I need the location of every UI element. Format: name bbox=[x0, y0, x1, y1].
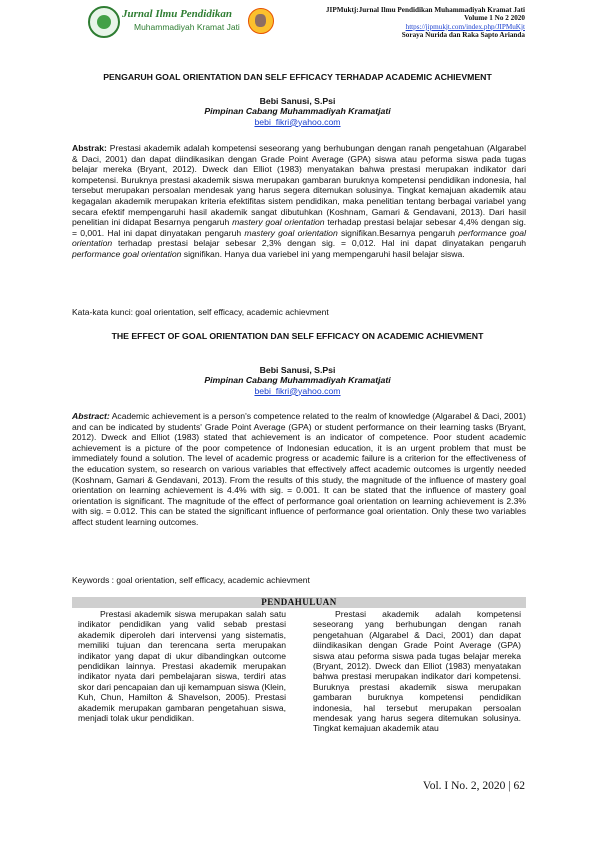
logo-figure-icon bbox=[248, 8, 274, 34]
keywords-en: Keywords : goal orientation, self efficacy, academic achievment bbox=[72, 575, 310, 585]
keywords-id: Kata-kata kunci: goal orientation, self efficacy, academic achievment bbox=[72, 307, 329, 317]
author-affiliation: Pimpinan Cabang Muhammadiyah Kramatjati bbox=[204, 375, 391, 386]
author-email-link[interactable]: bebi_fikri@yahoo.com bbox=[254, 385, 341, 396]
intro-column-right: Prestasi akademik adalah kompetensi seseorang yang berhubungan dengan ranah pengetahuan (Algarabel & Daci, 2001) dan dapat diindikasikan dengan Grade Point Average (GPA) siswa atau peforma siswa pada tugas belajar mereka (Bryant, 2012). Dweck dan Elliot (1983) menyatakan bahwa prestasi merupakan indikator dari kompetensi. Buruknya prestasi akademik siswa merupakan gambaran buruknya kompetensi pendidikan indonesia, hal tersebut merupakan persoalan mendesak yang harus segera ditemukan solusinya. Tingkat kemajuan akademik atau bbox=[313, 609, 521, 734]
abstract-term: mastery goal orientation bbox=[244, 227, 338, 238]
abstract-text: Prestasi akademik adalah kompetensi seseorang yang berhubungan dengan ranah pengetahuan (Algarabel & Daci, 2001) dan dapat diindikasikan dengan Grade Point Average (GPA) siswa atau peforma siswa pada tugas belajar mereka (Bryant, 2012). Dweck dan Elliot (1983) menyatakan bahwa prestasi merupakan indikator dari kompetensi. Buruknya prestasi akademik siswa merupakan gambaran buruknya kompetensi pendidikan indonesia, hal tersebut merupakan persoalan mendesak yang harus segera ditemukan solusinya. Tingkat kemajuan akademik atau kegagalan akademik merupakan kriteria efektifitas sistem pendidikan, maka penelitian tentang berbagai variabel yang secara efektif mempengaruhi hasil akademik sangat dibutuhkan (Koshnam, Gamari & Gendavani, 2013). Dari hasil penelitian ini didapat Besarnya pengaruh bbox=[72, 143, 526, 228]
abstract-text: signifikan. Hanya dua variebel ini yang mempengaruhi hasil belajar siswa. bbox=[181, 248, 465, 259]
abstract-term: performance goal orientation bbox=[72, 227, 526, 249]
abstract-label: Abstract: bbox=[72, 411, 110, 421]
author-block-en bbox=[70, 365, 525, 396]
author-email-link[interactable]: bebi_fikri@yahoo.com bbox=[254, 116, 341, 127]
section-heading: PENDAHULUAN bbox=[261, 597, 337, 607]
journal-url-link[interactable]: https://jipmukjt.com/index.php/JIPMuKjt bbox=[405, 22, 525, 31]
abstract-term: performance goal orientation bbox=[72, 248, 182, 259]
abstract-text: terhadap prestasi belajar sebesar 2,3% dengan sig. = 0,012. Hal ini dapat dinyatakan pengaruh bbox=[112, 238, 526, 249]
logo-emblem-icon bbox=[88, 6, 120, 38]
journal-logo bbox=[88, 6, 248, 36]
abstract-text: signifikan.Besarnya pengaruh bbox=[337, 227, 459, 238]
header-authors: Soraya Nurida dan Raka Sapto Arianda bbox=[401, 30, 525, 39]
abstract-term: mastery goal orientation bbox=[232, 217, 325, 228]
paper-title-en: THE EFFECT OF GOAL ORIENTATION DAN SELF EFFICACY ON ACADEMIC ACHIEVMENT bbox=[111, 331, 484, 341]
author-name: Bebi Sanusi, S.Psi bbox=[259, 96, 336, 106]
author-name: Bebi Sanusi, S.Psi bbox=[259, 365, 336, 375]
journal-name: JIPMuktj:Jurnal Ilmu Pendidikan Muhammadiyah Kramat Jati bbox=[325, 6, 525, 14]
logo-line1: Jurnal Ilmu Pendidikan bbox=[122, 8, 233, 20]
abstract-label: Abstrak: bbox=[72, 143, 107, 153]
abstract-id bbox=[72, 143, 526, 260]
journal-volume: Volume 1 No 2 2020 bbox=[464, 14, 525, 23]
paper-title-id: PENGARUH GOAL ORIENTATION DAN SELF EFFICACY TERHADAP ACADEMIC ACHIEVMENT bbox=[103, 72, 492, 82]
abstract-text: terhadap prestasi belajar sebesar 4,4% dengan sig. = 0,001. Hal ini dapat dinyatakan pengaruh bbox=[72, 217, 526, 238]
intro-column-left: Prestasi akademik siswa merupakan salah satu indikator pendidikan yang valid sebab prestasi akademik diperoleh dari intervensi yang sistematis, memiliki tujuan dan terencana serta merupakan indikator yang dapat di ukur dibandingkan outcome pendidikan lainnya. Prestasi akademik merupakan indikator nyata dari pembelajaran siswa, terdiri atas skor dari pencapaian dan uji kemampuan siswa (Klein, Kuh, Chun, Hamilton & Shavelson, 2005). Prestasi akademik merupakan gambaran pengetahuan siswa, menjadi tolak ukur pendidikan. bbox=[78, 609, 286, 724]
page-footer: Vol. I No. 2, 2020 | 62 bbox=[422, 780, 525, 792]
logo-line2: Muhammadiyah Kramat Jati bbox=[134, 22, 240, 32]
journal-header bbox=[326, 6, 525, 39]
author-block-id bbox=[70, 96, 525, 127]
abstract-text: Academic achievement is a person's competence related to the realm of knowledge (Algarabel & Daci, 2001) and can be indicated by students' Grade Point Average (GPA) or student performance on their learning tasks (Bryant, 2012). Dweck and Elliot (1983) stated that achievement is an indicator of competence. Poor student academic achievement is a picture of the poor competence of Indonesian education, it is an urgent problem that must be immediately found a solution. The level of academic progress or academic failure is a criterion for the effectiveness of the education system, so research on various variables that effectively affect academic outcomes is urgently needed (Koshnam, Gamari & Gendavani, 2013). From the results of this study, the magnitude of the influence of mastery goal orientation on learning achievement is 4.4% with sig. = 0.001. It can be stated that the influence of mastery goal orientation is significant. The magnitude of the effect of performance goal orientation on learning achievement is 2.3% with sig. = 0.012. This can be stated the significant influence of performance goal orientation. Only these two variables affect student learning outcomes. bbox=[72, 411, 526, 527]
author-affiliation: Pimpinan Cabang Muhammadiyah Kramatjati bbox=[204, 106, 391, 117]
abstract-en bbox=[72, 411, 526, 528]
